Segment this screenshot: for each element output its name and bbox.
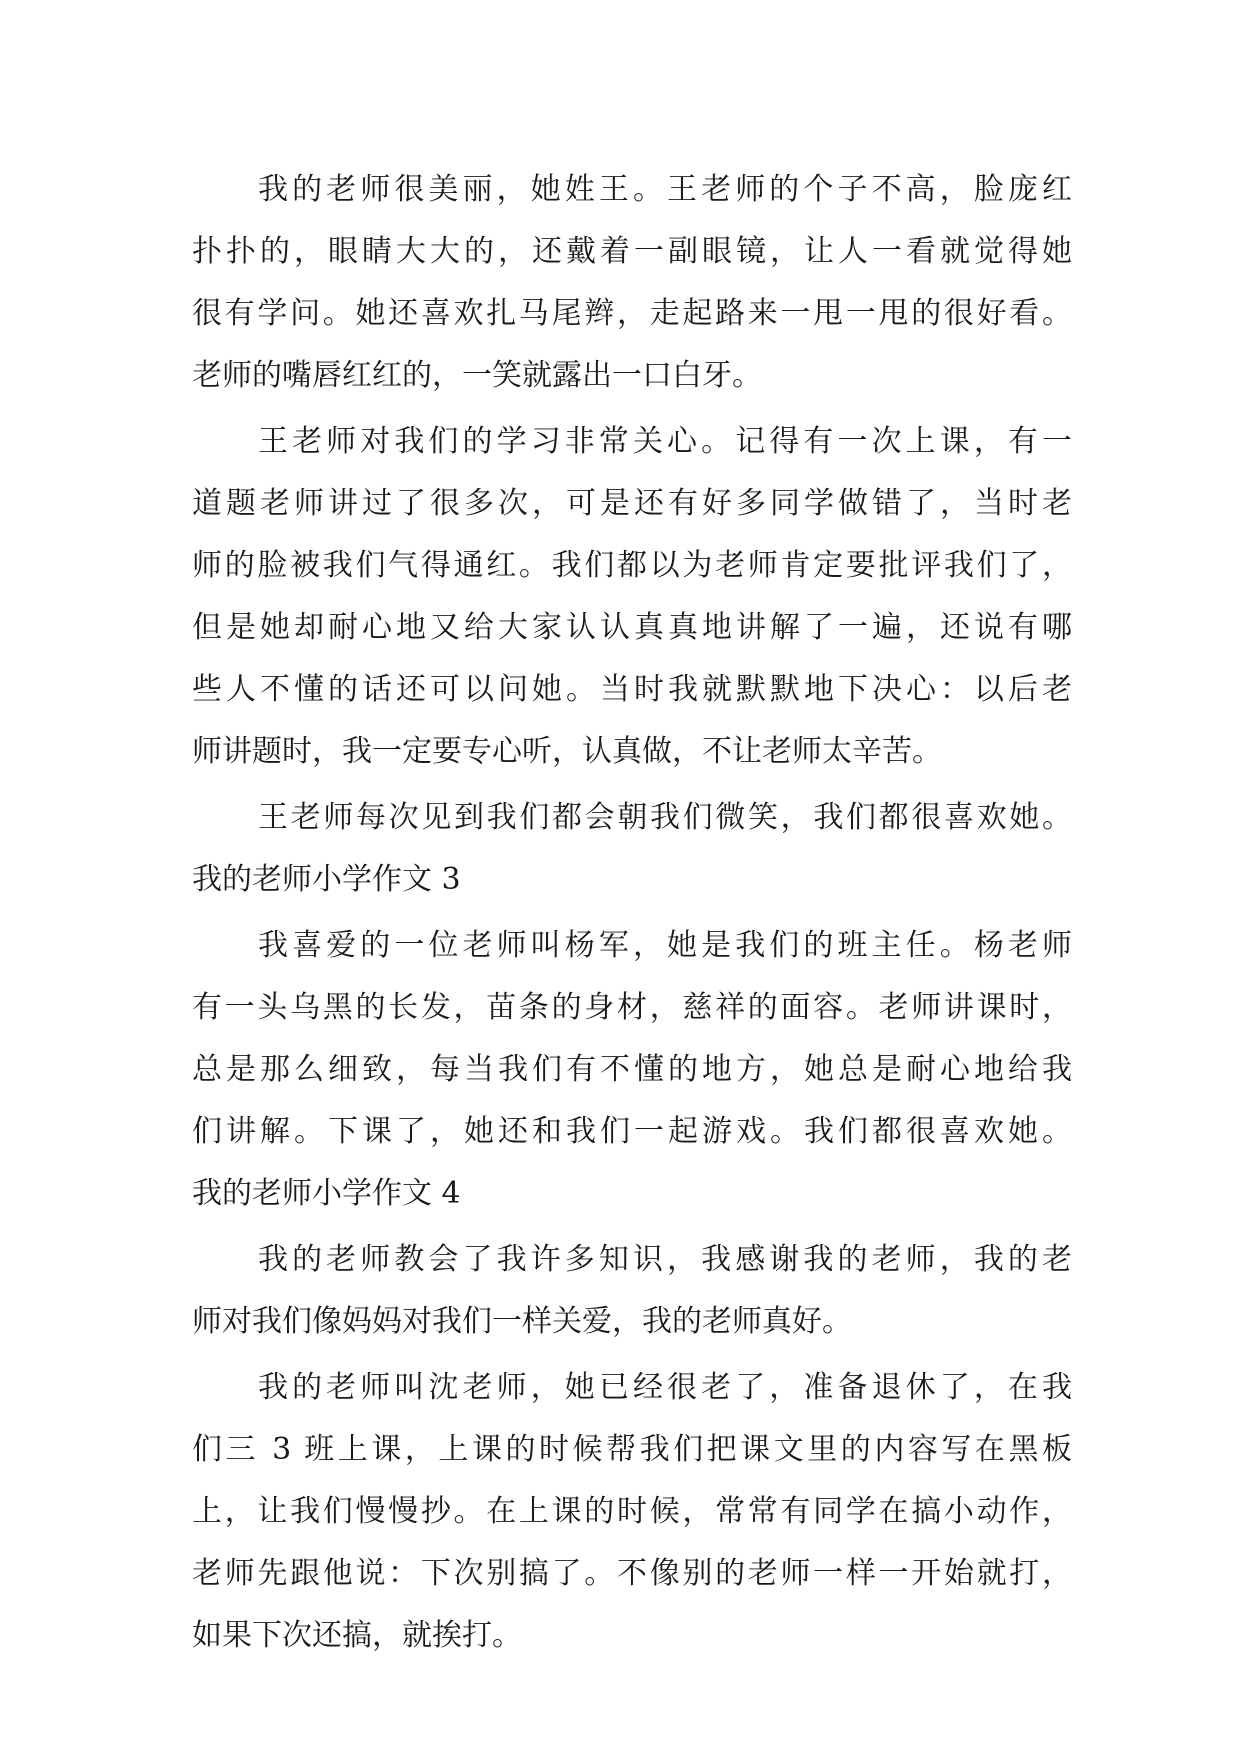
text-line: 总是那么细致，每当我们有不懂的地方，她总是耐心地给我 [192, 1052, 1072, 1087]
text-line: 老师的嘴唇红红的，一笑就露出一口白牙。 [192, 358, 762, 393]
text-line: 师对我们像妈妈对我们一样关爱，我的老师真好。 [192, 1304, 852, 1339]
section-heading: 我的老师小学作文 4 [192, 1176, 461, 1211]
text-line: 师的脸被我们气得通红。我们都以为老师肯定要批评我们了， [192, 548, 1072, 583]
text-line: 我的老师教会了我许多知识，我感谢我的老师，我的老 [258, 1242, 1072, 1277]
text-line: 们三 3 班上课，上课的时候帮我们把课文里的内容写在黑板 [192, 1432, 1072, 1467]
text-line: 王老师每次见到我们都会朝我们微笑，我们都很喜欢她。 [258, 800, 1072, 835]
text-line: 道题老师讲过了很多次，可是还有好多同学做错了，当时老 [192, 486, 1072, 521]
text-line: 很有学问。她还喜欢扎马尾辫，走起路来一甩一甩的很好看。 [192, 296, 1072, 331]
text-line: 如果下次还搞，就挨打。 [192, 1618, 522, 1653]
text-line: 但是她却耐心地又给大家认认真真地讲解了一遍，还说有哪 [192, 610, 1072, 645]
text-line: 我的老师很美丽，她姓王。王老师的个子不高，脸庞红 [258, 172, 1072, 207]
text-line: 们讲解。下课了，她还和我们一起游戏。我们都很喜欢她。 [192, 1114, 1072, 1149]
text-line: 些人不懂的话还可以问她。当时我就默默地下决心：以后老 [192, 672, 1072, 707]
text-line: 有一头乌黑的长发，苗条的身材，慈祥的面容。老师讲课时， [192, 990, 1072, 1025]
text-line: 我喜爱的一位老师叫杨军，她是我们的班主任。杨老师 [258, 928, 1072, 963]
section-heading: 我的老师小学作文 3 [192, 862, 461, 897]
text-line: 王老师对我们的学习非常关心。记得有一次上课，有一 [258, 424, 1072, 459]
text-line: 师讲题时，我一定要专心听，认真做，不让老师太辛苦。 [192, 734, 942, 769]
text-line: 扑扑的，眼睛大大的，还戴着一副眼镜，让人一看就觉得她 [192, 234, 1072, 269]
text-line: 我的老师叫沈老师，她已经很老了，准备退休了，在我 [258, 1370, 1072, 1405]
text-line: 上，让我们慢慢抄。在上课的时候，常常有同学在搞小动作， [192, 1494, 1072, 1529]
text-line: 老师先跟他说：下次别搞了。不像别的老师一样一开始就打， [192, 1556, 1072, 1591]
